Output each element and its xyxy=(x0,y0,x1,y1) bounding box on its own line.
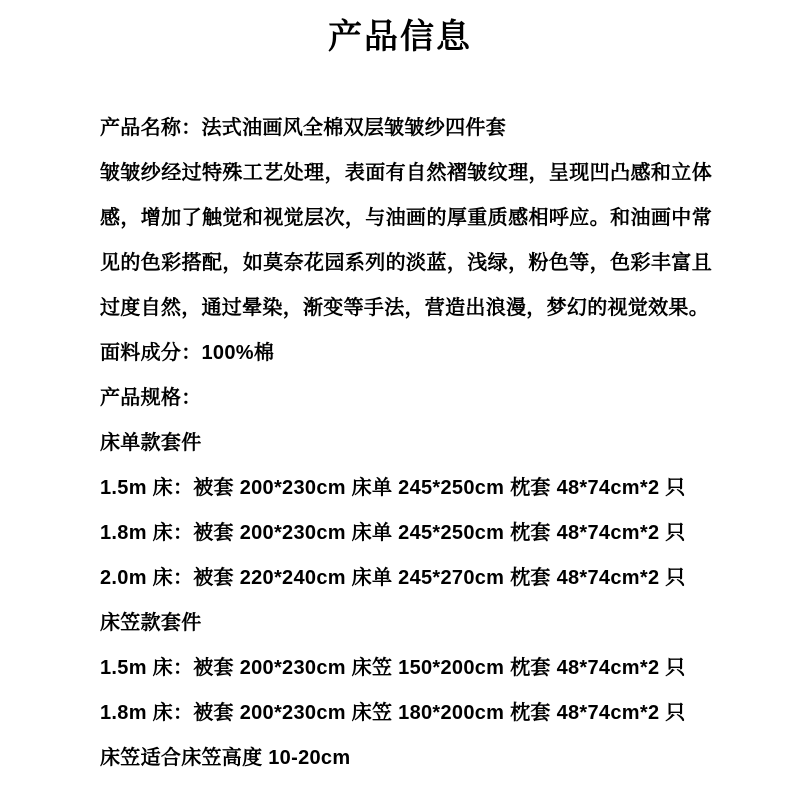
document-body xyxy=(100,106,712,781)
description-line-3: 见的色彩搭配，如莫奈花园系列的淡蓝，浅绿，粉色等，色彩丰富且 xyxy=(100,252,712,274)
description-line-1: 皱皱纱经过特殊工艺处理，表面有自然褶皱纹理，呈现凹凸感和立体 xyxy=(100,162,712,184)
product-info-document xyxy=(0,16,800,800)
fitted-set-row-1-5m: 1.5m 床：被套 200*230cm 床笠 150*200cm 枕套 48*74cm*2 只 xyxy=(100,657,686,679)
sheet-set-header: 床单款套件 xyxy=(100,432,202,454)
page-title: 产品信息 xyxy=(328,19,472,56)
fabric-composition-line: 面料成分：100%棉 xyxy=(100,342,275,364)
sheet-set-row-2-0m: 2.0m 床：被套 220*240cm 床单 245*270cm 枕套 48*74cm*2 只 xyxy=(100,567,686,589)
product-name-line: 产品名称：法式油画风全棉双层皱皱纱四件套 xyxy=(100,117,506,139)
sheet-set-row-1-5m: 1.5m 床：被套 200*230cm 床单 245*250cm 枕套 48*74cm*2 只 xyxy=(100,477,686,499)
fitted-height-line: 床笠适合床笠高度 10-20cm xyxy=(100,747,351,769)
description-line-4: 过度自然，通过晕染，渐变等手法，营造出浪漫，梦幻的视觉效果。 xyxy=(100,297,709,319)
spec-section-header: 产品规格： xyxy=(100,387,202,409)
fitted-set-header: 床笠款套件 xyxy=(100,612,202,634)
sheet-set-row-1-8m: 1.8m 床：被套 200*230cm 床单 245*250cm 枕套 48*74cm*2 只 xyxy=(100,522,686,544)
fitted-set-row-1-8m: 1.8m 床：被套 200*230cm 床笠 180*200cm 枕套 48*74cm*2 只 xyxy=(100,702,686,724)
description-line-2: 感，增加了触觉和视觉层次，与油画的厚重质感相呼应。和油画中常 xyxy=(100,207,712,229)
